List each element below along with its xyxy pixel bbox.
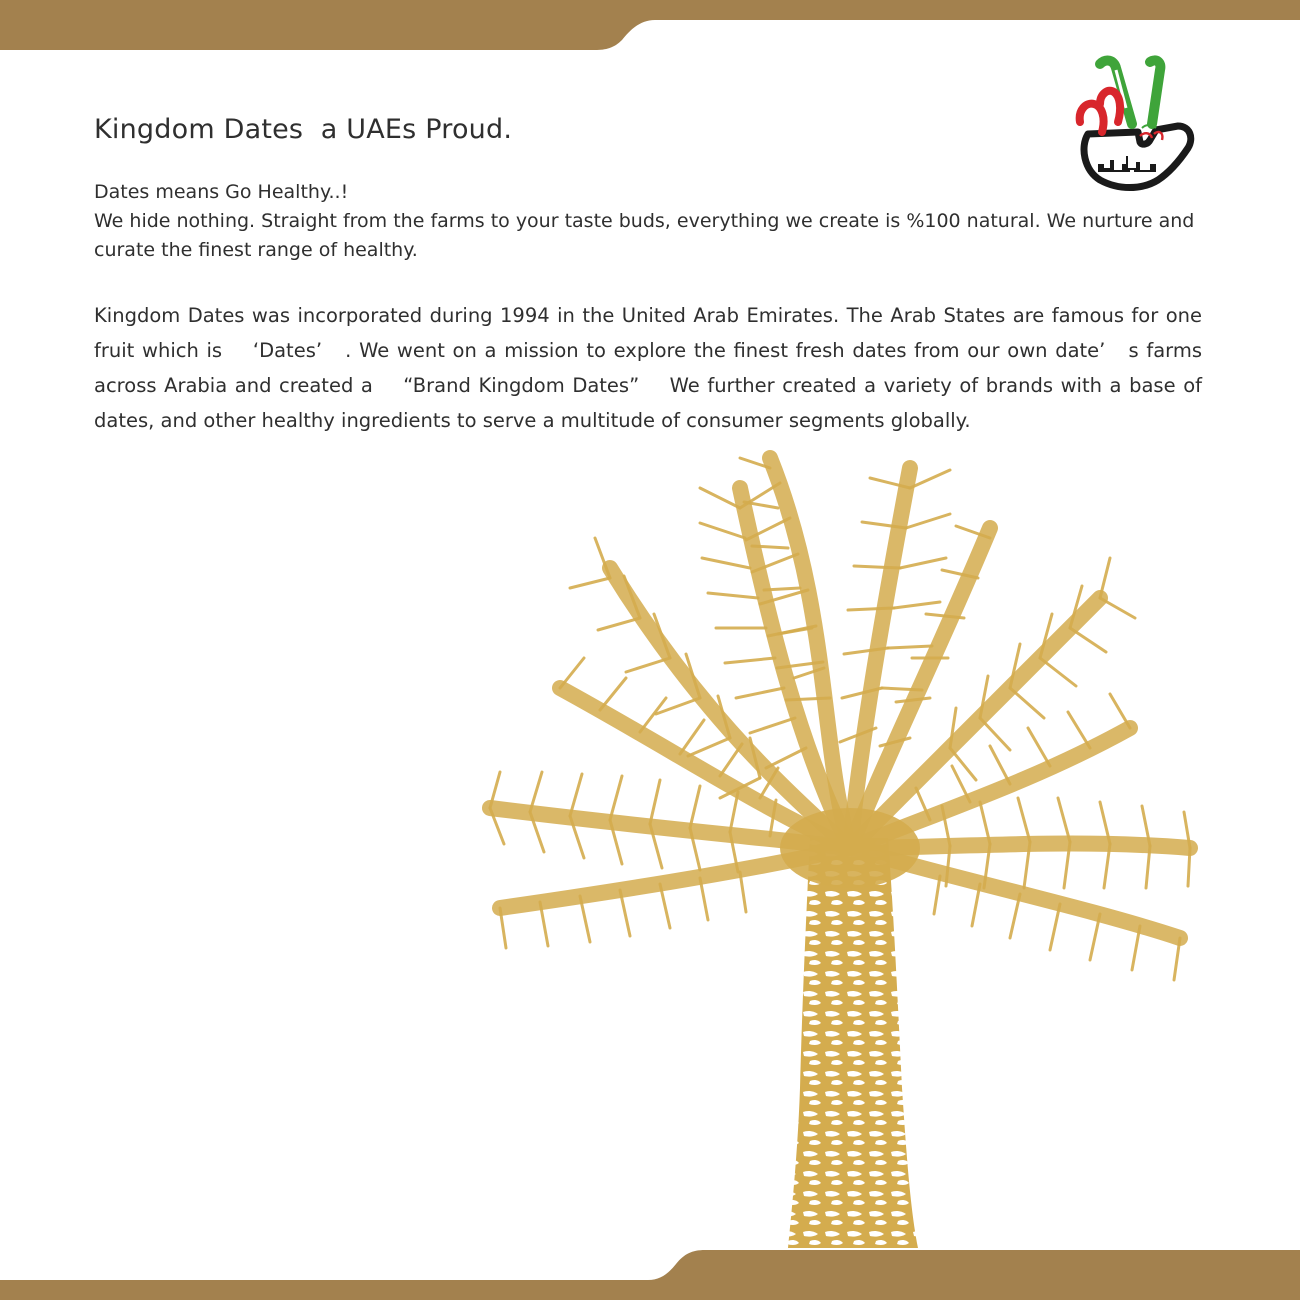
top-decorative-band [0,0,1300,52]
about-paragraph: Kingdom Dates was incorporated during 1994 in the United Arab Emirates. The Arab States are famous for one fruit which is ‘Dates’ . We went on a mission to explore the finest fresh dates from our own date’ s farms across Arabia and created a “Brand Kingdom Dates” We further created a variety of brands with a base of dates, and other healthy ingredients to serve a multitude of consumer segments globally. [94,304,1209,432]
intro-block [94,178,1202,265]
bottom-decorative-band [0,1248,1300,1300]
tagline: Dates means Go Healthy..! [94,181,349,203]
palm-tree-illustration [470,448,1210,1250]
intro-paragraph: We hide nothing. Straight from the farms to your taste buds, everything we create is %100 natural. We nurture and curate the finest range of healthy. [94,210,1195,261]
uae-victory-hand-logo [1070,52,1198,192]
page-title: Kingdom Dates a UAEs Proud. [94,114,513,145]
